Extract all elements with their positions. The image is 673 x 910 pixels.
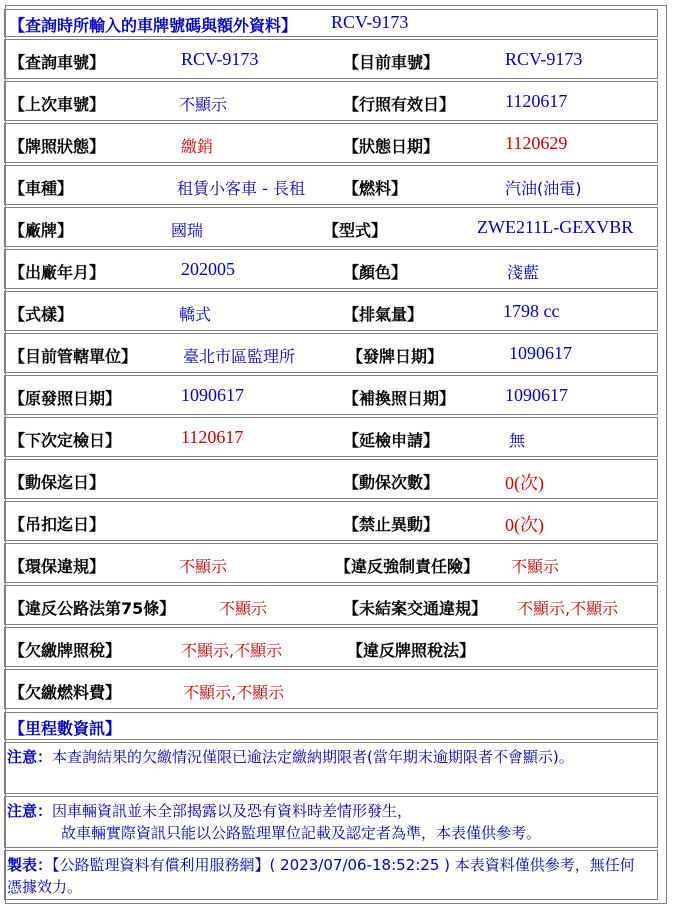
field-label: 【查詢車號】 xyxy=(9,53,106,72)
field-value: 租賃小客車 - 長租 xyxy=(177,179,305,198)
data-row xyxy=(4,249,658,289)
field-value: 0(次) xyxy=(505,473,544,493)
field-value: 臺北市區監理所 xyxy=(183,347,296,366)
field-label: 【顏色】 xyxy=(343,263,408,282)
field-value: 1090617 xyxy=(181,385,244,405)
data-row xyxy=(4,585,658,625)
field-value: 1120617 xyxy=(181,427,244,447)
note2-line2: 故車輛實際資訊只能以公路監理單位記載及認定者為準，本表僅供參考。 xyxy=(61,824,542,842)
field-label: 【型式】 xyxy=(323,221,388,240)
field-label: 【目前車號】 xyxy=(343,53,440,72)
data-row xyxy=(4,291,658,331)
field-value: 繳銷 xyxy=(181,137,214,156)
field-label: 【動保迄日】 xyxy=(9,473,106,492)
note2-row xyxy=(4,796,658,848)
field-value: 1090617 xyxy=(509,343,572,363)
field-value: 1120617 xyxy=(505,91,568,111)
field-value: 不顯示 xyxy=(179,95,228,114)
field-label: 【發牌日期】 xyxy=(347,347,444,366)
footer-body: 【公路監理資料有償利用服務網】( 2023/07/06-18:52:25 ) 本表資料僅供參考，無任何憑據效力。 xyxy=(7,856,635,896)
field-value: 汽油(油電) xyxy=(505,179,582,198)
field-label: 【欠繳燃料費】 xyxy=(9,683,122,702)
field-label: 【式樣】 xyxy=(9,305,74,324)
field-value: RCV-9173 xyxy=(181,49,259,69)
field-label: 【目前管轄單位】 xyxy=(9,347,138,366)
field-label: 【上次車號】 xyxy=(9,95,106,114)
field-label: 【延檢申請】 xyxy=(343,431,440,450)
field-label: 【燃料】 xyxy=(343,179,408,198)
field-label: 【動保次數】 xyxy=(343,473,440,492)
field-label: 【違反強制責任險】 xyxy=(335,557,480,576)
data-row xyxy=(4,123,658,163)
note2-line1: 因車輛資訊並未全部揭露以及恐有資料時差情形發生， xyxy=(52,802,413,820)
field-label: 【牌照狀態】 xyxy=(9,137,106,156)
field-label: 【違反公路法第75條】 xyxy=(9,599,176,618)
data-row xyxy=(4,459,658,499)
field-label: 【吊扣迄日】 xyxy=(9,515,106,534)
footer-row xyxy=(4,850,658,900)
field-label: 【排氣量】 xyxy=(343,305,424,324)
field-value: 1798 cc xyxy=(503,301,560,321)
field-value: 轎式 xyxy=(179,305,212,324)
footer-text xyxy=(7,854,647,898)
field-value: 不顯示 xyxy=(179,557,228,576)
field-value: 不顯示 xyxy=(511,557,560,576)
data-row xyxy=(4,39,658,79)
data-row xyxy=(4,627,658,667)
note2-text xyxy=(7,800,647,844)
footer-label: 製表： xyxy=(7,856,53,874)
field-label: 【廠牌】 xyxy=(9,221,74,240)
header-title: 【查詢時所輸入的車牌號碼與額外資料】 xyxy=(9,16,298,35)
field-value: 1090617 xyxy=(505,385,568,405)
field-value: 202005 xyxy=(181,259,235,279)
field-value: ZWE211L-GEXVBR xyxy=(477,217,634,237)
mileage-row xyxy=(4,712,658,740)
field-label: 【未結案交通違規】 xyxy=(343,599,488,618)
field-value: 不顯示 xyxy=(219,599,268,618)
data-row xyxy=(4,333,658,373)
note1-body: 本查詢結果的欠繳情況僅限已逾法定繳納期限者(當年期末逾期限者不會顯示)。 xyxy=(52,748,574,766)
field-label: 【原發照日期】 xyxy=(9,389,122,408)
note1-row xyxy=(4,742,658,794)
note1-label: 注意： xyxy=(7,748,53,766)
field-value: 不顯示,不顯示 xyxy=(183,683,285,702)
field-label: 【欠繳牌照稅】 xyxy=(9,641,122,660)
data-row xyxy=(4,417,658,457)
field-value: RCV-9173 xyxy=(505,49,583,69)
field-value: 不顯示,不顯示 xyxy=(517,599,619,618)
data-row xyxy=(4,543,658,583)
field-value: 無 xyxy=(509,431,526,450)
field-label: 【行照有效日】 xyxy=(343,95,456,114)
note1-text xyxy=(7,746,647,768)
field-label: 【禁止異動】 xyxy=(343,515,440,534)
data-row xyxy=(4,207,658,247)
data-row xyxy=(4,669,658,709)
field-label: 【車種】 xyxy=(9,179,74,198)
field-value: 國瑞 xyxy=(171,221,204,240)
field-label: 【出廠年月】 xyxy=(9,263,106,282)
data-row xyxy=(4,375,658,415)
field-label: 【補換照日期】 xyxy=(343,389,456,408)
header-row xyxy=(4,9,658,37)
data-row xyxy=(4,165,658,205)
note2-label: 注意： xyxy=(7,802,53,820)
field-value: 1120629 xyxy=(505,133,568,153)
header-plate: RCV-9173 xyxy=(331,12,409,32)
field-label: 【狀態日期】 xyxy=(343,137,440,156)
field-label: 【環保違規】 xyxy=(9,557,106,576)
field-value: 0(次) xyxy=(505,515,544,535)
field-value: 不顯示,不顯示 xyxy=(181,641,283,660)
data-row xyxy=(4,501,658,541)
data-row xyxy=(4,81,658,121)
mileage-title: 【里程數資訊】 xyxy=(9,719,122,738)
field-value: 淺藍 xyxy=(507,263,540,282)
field-label: 【下次定檢日】 xyxy=(9,431,122,450)
field-label: 【違反牌照稅法】 xyxy=(347,641,476,660)
